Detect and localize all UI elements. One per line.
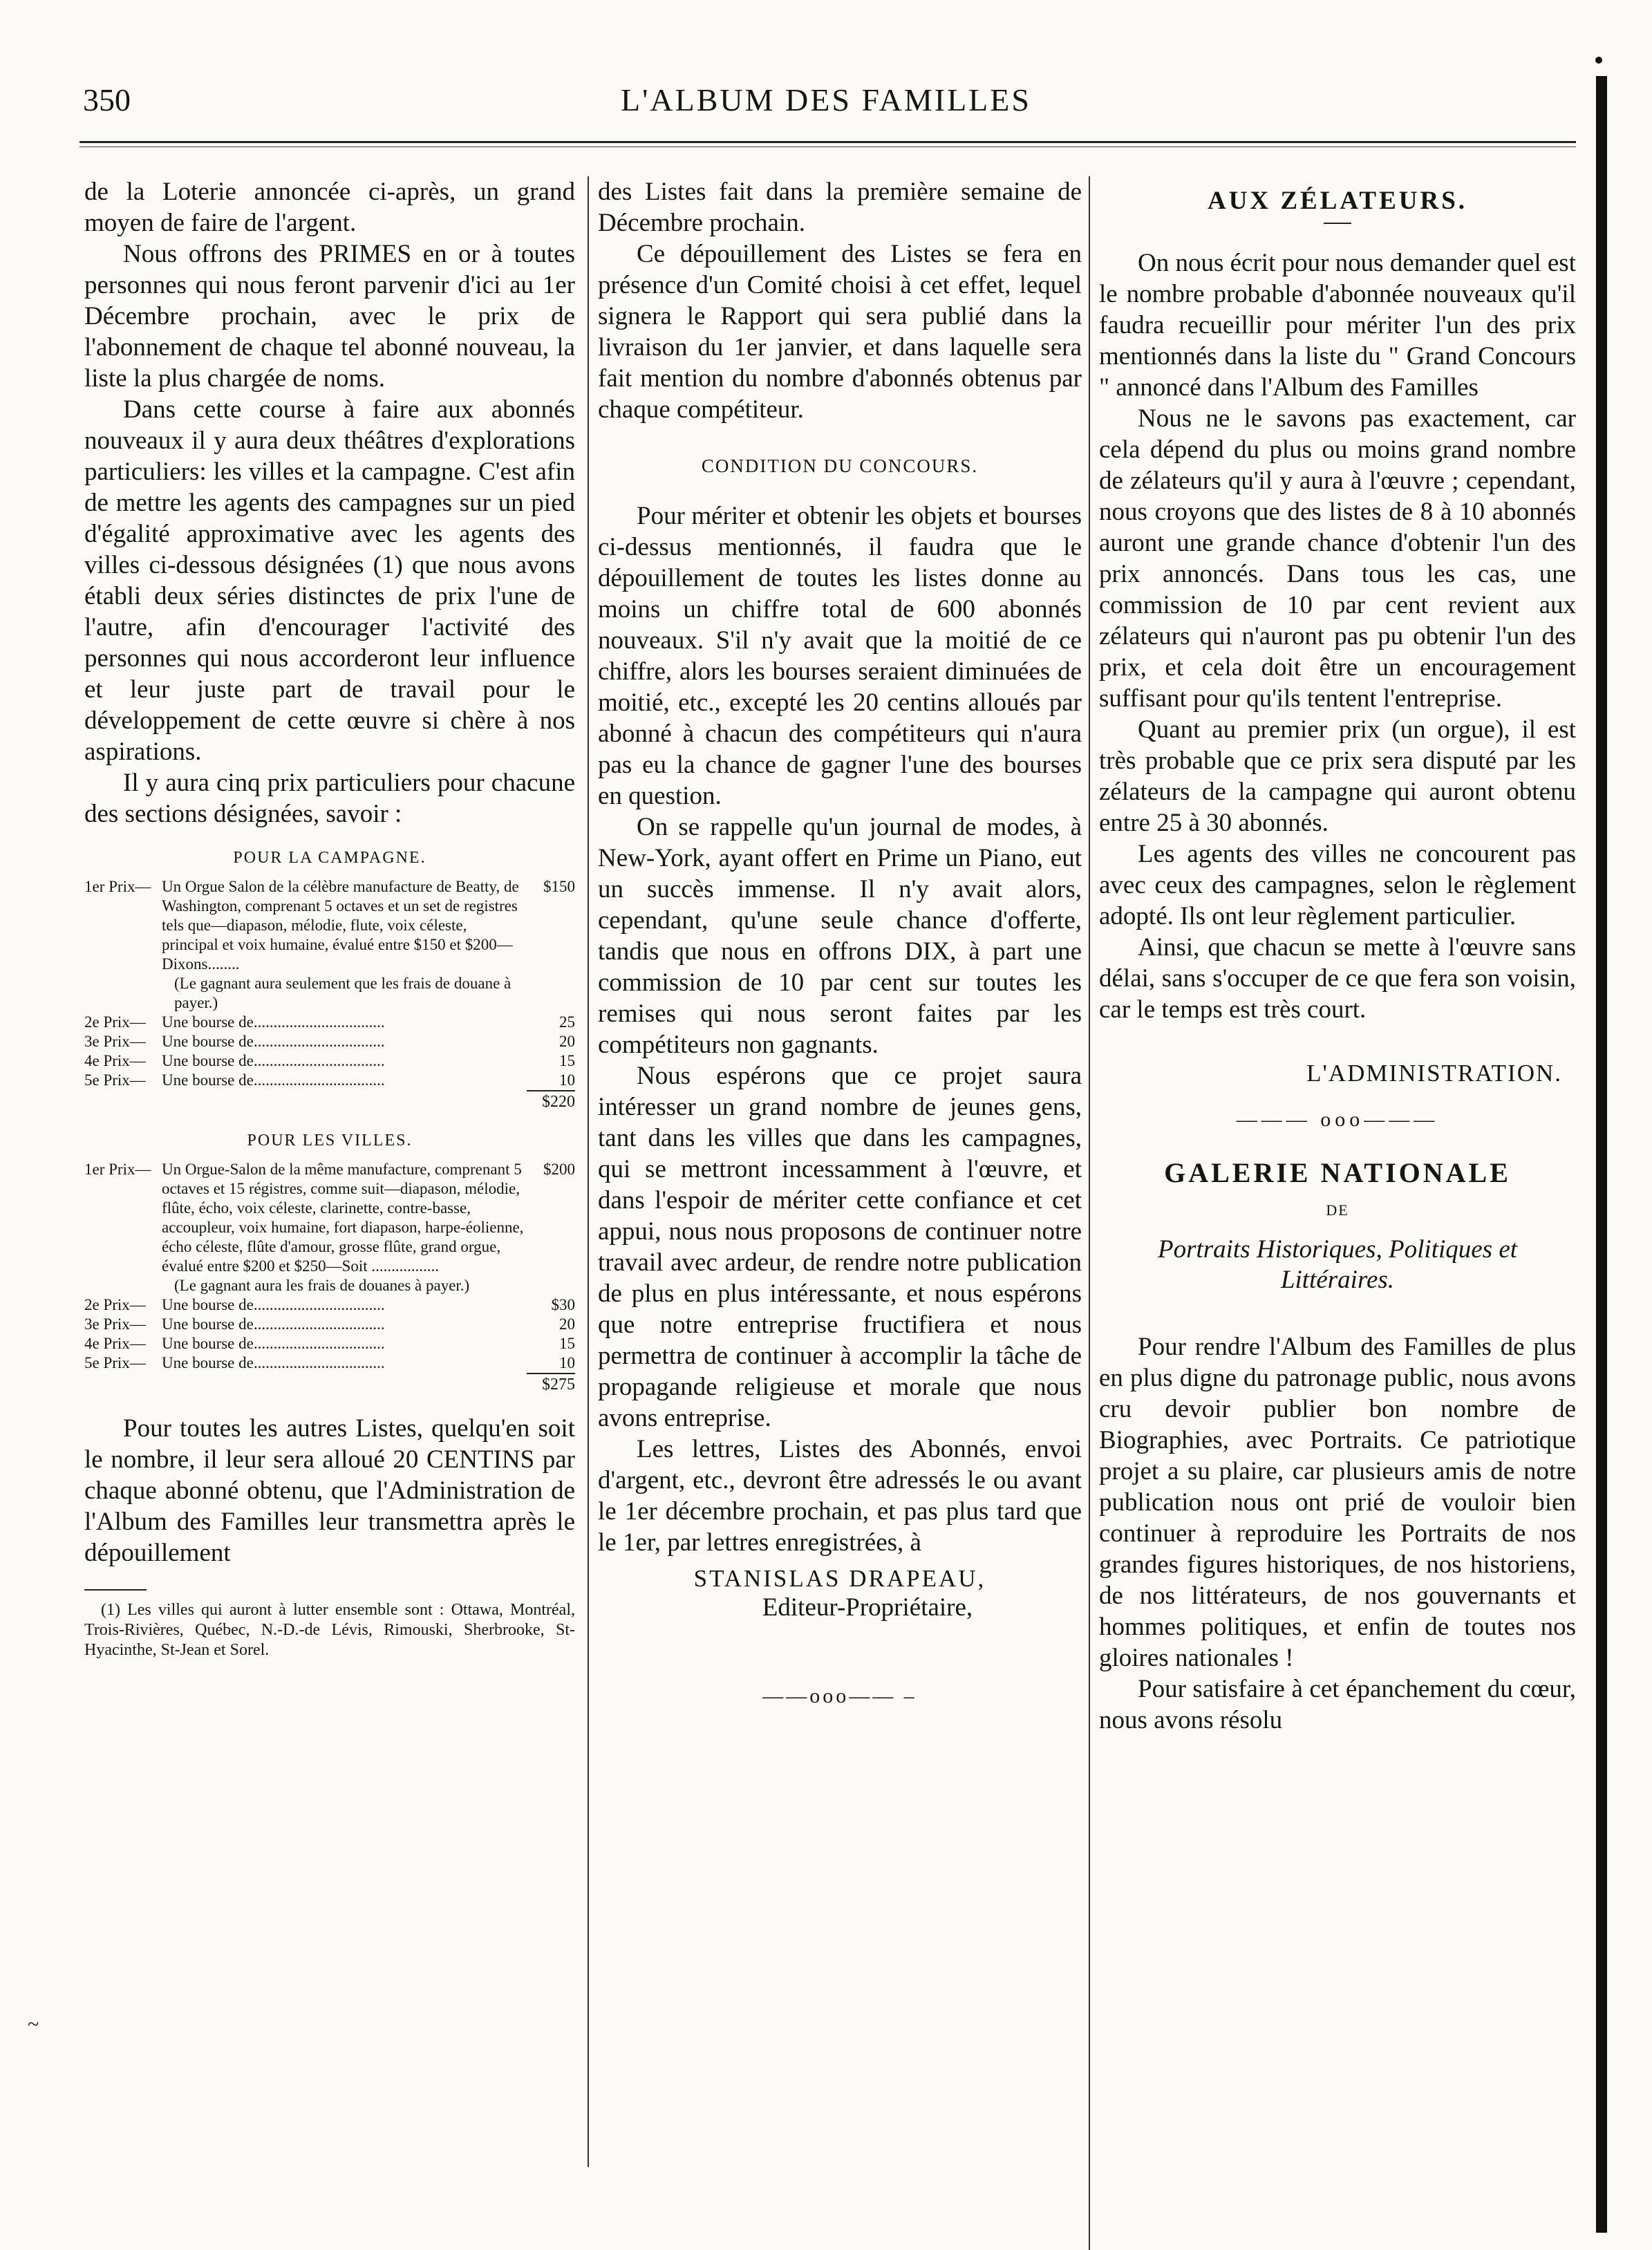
prize-amount — [527, 1276, 575, 1295]
prize-label: 2e Prix— — [84, 1296, 146, 1313]
prize-label: 5e Prix— — [84, 1354, 146, 1371]
prize-row — [84, 1013, 575, 1032]
campagne-prize-list — [84, 877, 575, 1112]
section-separator: ——— ooo——— — [1236, 1108, 1439, 1131]
prize-desc: Une bourse de................................. — [162, 1335, 385, 1352]
prize-row — [84, 1051, 575, 1071]
prize-amount: 20 — [559, 1315, 575, 1333]
prize-label: 2e Prix— — [84, 1013, 146, 1031]
prize-amount: $150 — [543, 878, 575, 895]
prize-label — [84, 974, 162, 1013]
paragraph: Pour rendre l'Album des Familles de plus en plus digne du patronage public, nous avons cru devoir publier bon nombre de Biographies, avec Portraits. Ce patriotique projet a su plaire, car plusieurs amis de notre publication nous ont prié de vouloir bien continuer à reproduire les Portraits de nos grandes figures historiques, de nos historiens, de nos littérateurs, de nos gouvernants et hommes politiques, et enfin de toutes nos gloires nationales ! — [1099, 1333, 1576, 1672]
prize-total — [84, 1090, 575, 1112]
prize-amount — [527, 974, 575, 1013]
paragraph: On nous écrit pour nous demander quel est le nombre probable d'abonnée nouveaux qu'il faudra recueillir pour mériter l'un des prix mentionnés dans la liste du " Grand Concours " annoncé dans l'Album des Familles — [1099, 249, 1576, 402]
paragraph: Nous offrons des PRIMES en or à toutes personnes qui nous feront parvenir d'ici au 1er Décembre prochain, avec le prix de l'abonnement de chaque tel abonné nouveau, la liste la plus chargée de noms. — [84, 240, 575, 393]
prize-label: 1er Prix— — [84, 878, 151, 895]
running-title: L'ALBUM DES FAMILLES — [621, 82, 1031, 118]
paragraph: Il y aura cinq prix particuliers pour chacune des sections désignées, savoir : — [84, 769, 575, 828]
prize-amount: $200 — [543, 1161, 575, 1178]
prize-total-value: $275 — [527, 1373, 575, 1395]
campagne-heading: POUR LA CAMPAGNE. — [233, 849, 426, 867]
paragraph: Pour satisfaire à cet épanchement du cœur, nous avons résolu — [1099, 1675, 1576, 1734]
prize-label: 4e Prix— — [84, 1052, 146, 1069]
prize-amount: 25 — [559, 1013, 575, 1031]
column-divider-1 — [588, 176, 589, 2167]
footnote: (1) Les villes qui auront à lutter ensemble sont : Ottawa, Montréal, Trois-Rivières, Québec, N.-D.-de Lévis, Rimouski, Sherbrooke, St-Hyacinthe, St-Jean et Sorel. — [84, 1601, 575, 1659]
prize-label: 3e Prix— — [84, 1033, 146, 1050]
page-header — [83, 82, 1569, 137]
villes-prize-list — [84, 1160, 575, 1395]
prize-note — [84, 974, 575, 1013]
paragraph: Dans cette course à faire aux abonnés nouveaux il y aura deux théâtres d'explorations particuliers: les villes et la campagne. C'est afin de mettre les agents des campagnes sur un pied d'égalité approximative avec les agents des villes ci-dessous désignées (1) que nous avons établi deux séries distinctes de prix l'une de l'autre, afin d'encourager l'activité des personnes qui nous accorderont leur influence et leur juste part de travail pour le développement de cette œuvre si chère à nos aspirations. — [84, 395, 575, 766]
prize-row — [84, 1160, 575, 1276]
section-heading-galerie: GALERIE NATIONALE — [1164, 1157, 1511, 1188]
paragraph: Quant au premier prix (un orgue), il est très probable que ce prix sera disputé par les zélateurs de la campagne qui auront obtenu entre 25 à 30 abonnés. — [1099, 715, 1576, 837]
prize-desc: Une bourse de................................. — [162, 1071, 385, 1089]
section-heading-zelateurs: AUX ZÉLATEURS. — [1207, 187, 1468, 215]
prize-desc: Un Orgue-Salon de la même manufacture, comprenant 5 octaves et 15 régistres, comme suit—diapason, mélodie, flûte, écho, voix céleste, clarinette, contre-basse, accoupleur, voix humaine, fort diapason, harpe-éolienne, écho céleste, flûte d'amour, grosse flûte, grand orgue, évalué entre $200 et $250—Soit ................. — [162, 1161, 524, 1275]
prize-row — [84, 1071, 575, 1090]
end-ornament: ——ooo—— – — [762, 1685, 917, 1707]
prize-desc: Une bourse de................................. — [162, 1296, 385, 1313]
column-1 — [84, 176, 575, 1660]
signature-title: Editeur-Propriétaire, — [762, 1593, 973, 1622]
prize-label: 5e Prix— — [84, 1071, 146, 1089]
column-2 — [598, 176, 1082, 1708]
column-3 — [1099, 176, 1576, 1736]
prize-row — [84, 877, 575, 974]
heading-dash — [1324, 223, 1351, 224]
galerie-subtitle: Portraits Historiques, Politiques et Littéraires. — [1157, 1235, 1518, 1294]
paragraph: de la Loterie annoncée ci-après, un grand moyen de faire de l'argent. — [84, 178, 575, 237]
prize-label: 4e Prix— — [84, 1335, 146, 1352]
prize-total — [84, 1373, 575, 1395]
prize-row — [84, 1353, 575, 1373]
page-edge-bar — [1596, 76, 1607, 2233]
prize-desc: Un Orgue Salon de la célèbre manufacture de Beatty, de Washington, comprenant 5 octaves et un set de registres tels que—diapason, mélodie, flute, voix céleste, principal et voix humaine, évalué entre $150 et $200—Dixons........ — [162, 878, 519, 973]
column-divider-2 — [1089, 176, 1090, 2250]
header-rule — [79, 141, 1576, 143]
villes-heading: POUR LES VILLES. — [247, 1132, 413, 1150]
paragraph: Pour toutes les autres Listes, quelqu'en soit le nombre, il leur sera alloué 20 CENTINS par chaque abonné obtenu, que l'Administration de l'Album des Familles leur transmettra après le dépouillement — [84, 1414, 575, 1567]
prize-amount: 10 — [559, 1071, 575, 1089]
margin-mark: ~ — [28, 2013, 39, 2036]
prize-total-value: $220 — [527, 1090, 575, 1112]
prize-label: 3e Prix— — [84, 1315, 146, 1333]
condition-heading: CONDITION DU CONCOURS. — [701, 456, 979, 476]
page-number: 350 — [83, 82, 131, 118]
prize-desc: (Le gagnant aura seulement que les frais de douane à payer.) — [174, 975, 511, 1011]
paragraph: Ce dépouillement des Listes se fera en présence d'un Comité choisi à cet effet, lequel signera le Rapport qui sera publié dans la livraison du 1er janvier, et dans laquelle sera fait mention du nombre d'abonnés obtenus par chaque compétiteur. — [598, 240, 1082, 424]
signature-name: STANISLAS DRAPEAU, — [693, 1565, 986, 1592]
prize-desc: Une bourse de................................. — [162, 1052, 385, 1069]
margin-dot — [1595, 57, 1602, 64]
paragraph: On se rappelle qu'un journal de modes, à New-York, ayant offert en Prime un Piano, eut un succès immense. Il n'y avait alors, cependant, qu'une seule chance d'offerte, tandis que nous en offrons DIX, à part une commission de 10 par cent sur toutes les remises qui nous seront faites par les compétiteurs non gagnants. — [598, 813, 1082, 1059]
prize-row — [84, 1032, 575, 1051]
paragraph: Ainsi, que chacun se mette à l'œuvre sans délai, sans s'occuper de ce que fera son voisin, car le temps est très court. — [1099, 933, 1576, 1024]
prize-row — [84, 1295, 575, 1315]
paragraph: des Listes fait dans la première semaine de Décembre prochain. — [598, 178, 1082, 237]
prize-desc: Une bourse de................................. — [162, 1013, 385, 1031]
prize-amount: 20 — [559, 1033, 575, 1050]
paragraph: Pour mériter et obtenir les objets et bourses ci-dessus mentionnés, il faudra que le dépouillement de toutes les listes donne au moins un chiffre total de 600 abonnés nouveaux. S'il n'y avait que la moitié de ce chiffre, alors les bourses seraient diminuées de moitié, etc., excepté les 20 centins alloués par abonné à chacun des compétiteurs qui n'aura pas eu la chance de gagner l'une des bourses en question. — [598, 502, 1082, 810]
prize-label — [84, 1276, 162, 1295]
prize-row — [84, 1315, 575, 1334]
prize-desc: (Le gagnant aura les frais de douanes à payer.) — [174, 1277, 470, 1294]
prize-desc: Une bourse de................................. — [162, 1354, 385, 1371]
administration-signature: L'ADMINISTRATION. — [1306, 1060, 1562, 1087]
prize-note — [84, 1276, 575, 1295]
prize-label: 1er Prix— — [84, 1161, 151, 1178]
prize-row — [84, 1334, 575, 1353]
paragraph: Nous espérons que ce projet saura intéresser un grand nombre de jeunes gens, tant dans les villes que dans les campagnes, qui se mettront incessamment à l'œuvre, et dans l'espoir de mériter cette confiance et cet appui, nous nous proposons de continuer notre travail avec ardeur, de rendre notre publication de plus en plus intéressante, et nous espérons que notre entreprise fructifiera et nous permettra de continuer à accomplir la tâche de propagande religieuse et morale que nous avons entreprise. — [598, 1062, 1082, 1432]
prize-desc: Une bourse de................................. — [162, 1033, 385, 1050]
prize-amount: 15 — [559, 1052, 575, 1069]
prize-amount: 15 — [559, 1335, 575, 1352]
footnote-rule — [84, 1589, 147, 1591]
paragraph: Nous ne le savons pas exactement, car cela dépend du plus ou moins grand nombre de zélateurs qu'il y aura à l'œuvre ; cependant, nous croyons que des listes de 8 à 10 abonnés auront une grande chance d'obtenir l'un des prix annoncés. Dans tous les cas, une commission de 10 par cent revient aux zélateurs qui n'auront pas pu obtenir l'un des prix, et cela doit être un encouragement suffisant pour qu'ils tentent l'entreprise. — [1099, 404, 1576, 713]
paragraph: Les lettres, Listes des Abonnés, envoi d'argent, etc., devront être adressés le ou avant le 1er décembre prochain, et pas plus tard que le 1er, par lettres enregistrées, à — [598, 1435, 1082, 1557]
galerie-de: DE — [1326, 1201, 1349, 1219]
prize-desc: Une bourse de................................. — [162, 1315, 385, 1333]
paragraph: Les agents des villes ne concourent pas avec ceux des campagnes, selon le règlement adopté. Ils ont leur règlement particulier. — [1099, 840, 1576, 930]
prize-amount: $30 — [551, 1296, 575, 1313]
prize-amount: 10 — [559, 1354, 575, 1371]
